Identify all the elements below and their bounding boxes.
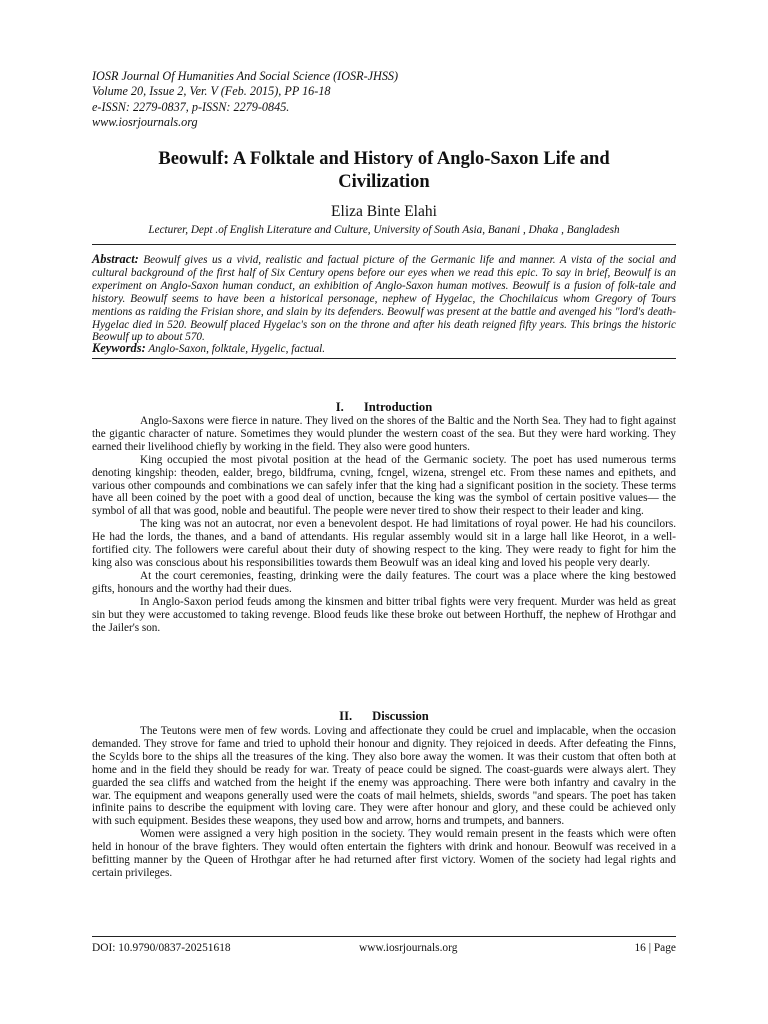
abstract-top-rule — [92, 244, 676, 245]
journal-header — [92, 69, 692, 131]
section-number: II. — [339, 709, 353, 723]
footer-doi: DOI: 10.9790/0837-20251618 — [92, 942, 231, 954]
paragraph: At the court ceremonies, feasting, drinking were the daily features. The court was a place where the king bestowed gifts, honours and the worthy had their dues. — [92, 569, 676, 595]
abstract-text: Beowulf gives us a vivid, realistic and factual picture of the Germanic life and manner. A vista of the social and cultural background of the first half of Six Century opens before our eyes when we read this epic. To say in brief, Beowulf is an experiment on Anglo-Saxon human conduct, an exhibition of Anglo-Saxon human motives. Beowulf is a fusion of folk-tale and history. Beowulf seems to have been a historical personage, nephew of Hygelac, the Chochilaicus whom Gregory of Tours mentions as raiding the Frisian shore, and slain by its defenders. Beowulf was present at the battle and avenged his "lord's death- Hygelac died in 520. Beowulf placed Hygelac's son on the throne and after his death reigned fifty years. This brings the historic Beowulf up to about 570. — [92, 254, 676, 344]
section-heading-introduction — [92, 400, 676, 415]
abstract — [92, 253, 676, 344]
journal-volume: Volume 20, Issue 2, Ver. V (Feb. 2015), PP 16-18 — [92, 84, 331, 99]
footer-page-number: 16 | Page — [634, 942, 676, 954]
footer-rule — [92, 936, 676, 937]
paper-title-line2: Civilization — [338, 172, 430, 192]
paper-title-line1: Beowulf: A Folktale and History of Anglo-Saxon Life and — [158, 149, 610, 169]
paragraph: Women were assigned a very high position in the society. They would remain present in the feasts which were often held in honour of the brave fighters. They would often entertain the fighters with drink and honour. Beowulf was received in a befitting manner by the Queen of Hrothgar after he had returned after first victory. Women of the society had legal rights and certain privileges. — [92, 828, 676, 879]
section-title: Introduction — [363, 400, 433, 414]
keywords-label: Keywords: — [92, 341, 146, 355]
paragraph: The king was not an autocrat, nor even a benevolent despot. He had limitations of royal power. He had his councilors. He had the lords, the thanes, and a band of attendants. His regular assembly would sit in a large hall like Heorot, in a well-fortified city. The followers were careful about their duty of showing respect to the king. They were ready to fight for him the king also was conscious about his responsibilities towards them Beowulf was an ideal king and loved his people very dearly. — [92, 518, 676, 569]
abstract-label: Abstract: — [92, 252, 139, 266]
paragraph: Anglo-Saxons were fierce in nature. They lived on the shores of the Baltic and the North Sea. They had to fight against the gigantic character of nature. Sometimes they would plunder the western coast of the sea. But they were hard working. They earned their livelihood chiefly by working in the field. They also were good hunters. — [92, 415, 676, 453]
discussion-body — [92, 725, 676, 880]
section-number: I. — [335, 400, 344, 414]
section-title: Discussion — [372, 709, 429, 723]
introduction-body — [92, 415, 676, 634]
paper-title — [92, 148, 676, 194]
paragraph: King occupied the most pivotal position at the head of the Germanic society. The poet has used numerous terms denoting kingship: theoden, ealder, brego, bildfruma, cvning, fcngel, wizena, strengel etc. From these names and epithets, and various other compounds and combinations we can safely infer that the king had a significant position in the society. These terms have all been coined by the poet with a good deal of unction, because the king was the symbol of certain positive values— the symbol of all that was good, noble and beautiful. The people were never tired to show their respect to their leader and king. — [92, 453, 676, 518]
paragraph: The Teutons were men of few words. Loving and affectionate they could be cruel and implacable, when the occasion demanded. They strove for fame and tried to uphold their honour and dignity. They rejoiced in deeds. After defeating the Finns, the Scylds bore to the ships all the treasures of the king. They also bore away the women. It was their custom that often both at home and in the field they should be ready for war. Treaty of peace could be signed. The coast-guards were always alert. They guarded the sea cliffs and watched from the height if the enemy was approaching. There were both infantry and cavalry in the war. The equipment and weapons generally used were the coats of mail helmets, shields, swords "and spears. The poet has taken infinite pains to describe the equipment with loving care. They were after honour and glory, and these could be achieved only with such equipment. Besides these weapons, they used bow and arrow, horns and trumpets, and banners. — [92, 725, 676, 828]
keywords-text: Anglo-Saxon, folktale, Hygelic, factual. — [148, 343, 326, 355]
paragraph: In Anglo-Saxon period feuds among the kinsmen and bitter tribal fights were very frequent. Murder was held as great sin but they were accustomed to taking revenge. Blood feuds like these broke out between Horthuff, the nephew of Hrothgar and the Jailer's son. — [92, 595, 676, 634]
keywords — [92, 341, 676, 356]
section-heading-discussion — [92, 709, 676, 724]
author-name: Eliza Binte Elahi — [331, 203, 437, 220]
abstract-bottom-rule — [92, 358, 676, 359]
journal-name: IOSR Journal Of Humanities And Social Science (IOSR-JHSS) — [92, 69, 399, 83]
journal-website: www.iosrjournals.org — [92, 115, 198, 130]
author-affiliation: Lecturer, Dept .of English Literature and Culture, University of South Asia, Banani , Dhaka , Bangladesh — [148, 224, 620, 236]
footer-website: www.iosrjournals.org — [359, 942, 458, 954]
journal-issn: e-ISSN: 2279-0837, p-ISSN: 2279-0845. — [92, 99, 290, 114]
